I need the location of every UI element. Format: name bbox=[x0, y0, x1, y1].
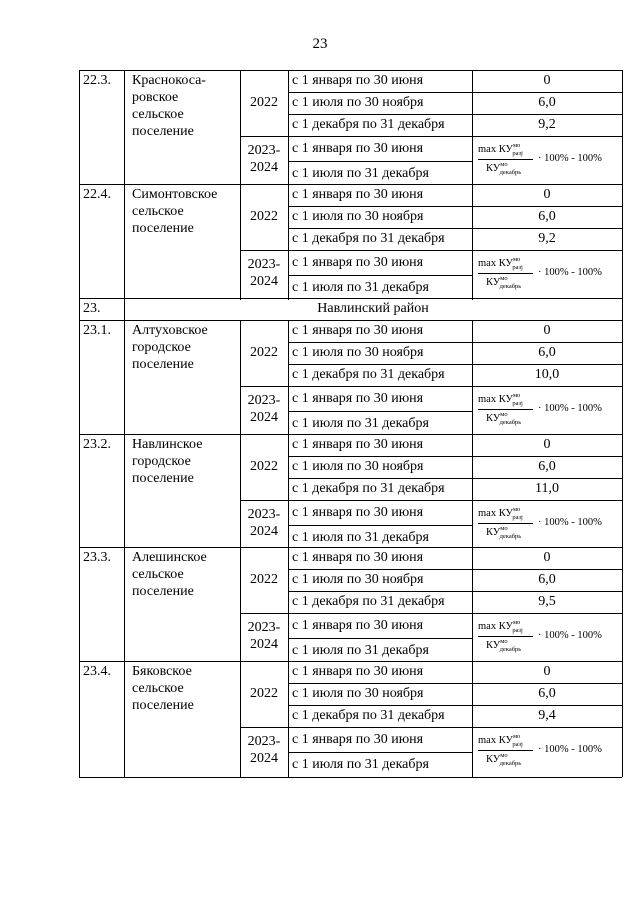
formula-den: КУ bbox=[486, 640, 501, 651]
year-2023: 2023- bbox=[247, 393, 281, 408]
settlement-name-line: Краснокоса- bbox=[132, 73, 206, 88]
col-rule bbox=[79, 298, 80, 320]
period-label: с 1 января по 30 июня bbox=[292, 391, 424, 406]
row-rule bbox=[288, 752, 472, 753]
fraction-bar bbox=[478, 636, 533, 637]
col-rule bbox=[124, 184, 125, 300]
formula-sup: мо bbox=[512, 256, 521, 263]
formula-sub: разj bbox=[512, 627, 523, 634]
col-rule bbox=[622, 70, 623, 186]
settlement-name-line: Симонтовское bbox=[132, 187, 218, 202]
formula-den: КУ bbox=[486, 413, 501, 424]
formula-numerator bbox=[478, 735, 523, 747]
col-rule bbox=[288, 184, 289, 300]
formula-sup: мо bbox=[512, 733, 521, 740]
period-label: с 1 июля по 31 декабря bbox=[292, 757, 429, 772]
settlement-name-line: городское bbox=[132, 340, 191, 355]
rate-value: 6,0 bbox=[538, 95, 556, 110]
period-label: с 1 декабря по 31 декабря bbox=[292, 367, 445, 382]
row-rule bbox=[288, 638, 472, 639]
period-label: с 1 июля по 30 ноября bbox=[292, 95, 424, 110]
settlement-name-line: сельское bbox=[132, 567, 184, 582]
formula-max: max КУ bbox=[478, 735, 513, 746]
formula-den-sup: мо bbox=[500, 411, 508, 418]
row-rule bbox=[79, 298, 622, 299]
formula-max: max КУ bbox=[478, 258, 513, 269]
formula-denominator bbox=[486, 277, 521, 289]
rate-value: 0 bbox=[543, 550, 551, 565]
col-rule bbox=[472, 613, 473, 663]
formula-max: max КУ bbox=[478, 621, 513, 632]
col-rule bbox=[472, 386, 473, 436]
row-rule bbox=[79, 777, 622, 778]
settlement-name-line: поселение bbox=[132, 584, 194, 599]
entry-number: 23.3. bbox=[83, 550, 111, 565]
rate-value: 9,5 bbox=[538, 594, 556, 609]
formula-den: КУ bbox=[486, 754, 501, 765]
fraction-bar bbox=[478, 273, 533, 274]
row-rule bbox=[240, 500, 622, 501]
col-rule bbox=[124, 547, 125, 663]
formula-den: КУ bbox=[486, 527, 501, 538]
settlement-name-line: сельское bbox=[132, 204, 184, 219]
period-label: с 1 января по 30 июня bbox=[292, 550, 424, 565]
rate-value: 6,0 bbox=[538, 686, 556, 701]
year-2022: 2022 bbox=[250, 572, 278, 587]
col-rule bbox=[622, 434, 623, 550]
year-2024: 2024 bbox=[250, 410, 278, 425]
formula-numerator bbox=[478, 394, 523, 406]
formula-den: КУ bbox=[486, 163, 501, 174]
formula-denominator bbox=[486, 640, 521, 652]
formula-tail: · 100% - 100% bbox=[538, 153, 602, 164]
year-2024: 2024 bbox=[250, 524, 278, 539]
entry-number: 22.3. bbox=[83, 73, 111, 88]
rate-value: 6,0 bbox=[538, 459, 556, 474]
row-rule bbox=[288, 342, 622, 343]
period-label: с 1 декабря по 31 декабря bbox=[292, 594, 445, 609]
settlement-name-line: сельское bbox=[132, 681, 184, 696]
period-label: с 1 декабря по 31 декабря bbox=[292, 117, 445, 132]
settlement-name-line: Алешинское bbox=[132, 550, 207, 565]
period-label: с 1 июля по 30 ноября bbox=[292, 572, 424, 587]
formula-max: max КУ bbox=[478, 144, 513, 155]
rate-value: 0 bbox=[543, 323, 551, 338]
col-rule bbox=[79, 184, 80, 300]
col-rule bbox=[79, 70, 80, 186]
year-2024: 2024 bbox=[250, 160, 278, 175]
year-2023: 2023- bbox=[247, 257, 281, 272]
formula-tail: · 100% - 100% bbox=[538, 267, 602, 278]
period-label: с 1 июля по 31 декабря bbox=[292, 166, 429, 181]
period-label: с 1 июля по 30 ноября bbox=[292, 345, 424, 360]
formula-den-sup: мо bbox=[500, 525, 508, 532]
formula-den-sub: декабрь bbox=[499, 283, 522, 290]
col-rule bbox=[472, 500, 473, 550]
settlement-name-line: Бяковское bbox=[132, 664, 192, 679]
formula-den-sub: декабрь bbox=[499, 533, 522, 540]
formula-tail: · 100% - 100% bbox=[538, 630, 602, 641]
row-rule bbox=[288, 114, 622, 115]
rate-value: 9,4 bbox=[538, 708, 556, 723]
row-rule bbox=[288, 92, 622, 93]
formula-numerator bbox=[478, 144, 523, 156]
year-2022: 2022 bbox=[250, 686, 278, 701]
year-2023: 2023- bbox=[247, 734, 281, 749]
formula-den-sub: декабрь bbox=[499, 646, 522, 653]
period-label: с 1 июля по 30 ноября bbox=[292, 459, 424, 474]
formula-sub: разj bbox=[512, 150, 523, 157]
period-label: с 1 июля по 31 декабря bbox=[292, 643, 429, 658]
formula-denominator bbox=[486, 527, 521, 539]
row-rule bbox=[288, 275, 472, 276]
row-rule bbox=[288, 364, 622, 365]
settlement-name-line: городское bbox=[132, 454, 191, 469]
col-rule bbox=[288, 320, 289, 436]
formula-denominator bbox=[486, 163, 521, 175]
year-2024: 2024 bbox=[250, 637, 278, 652]
formula-max: max КУ bbox=[478, 508, 513, 519]
formula-sup: мо bbox=[512, 619, 521, 626]
year-2022: 2022 bbox=[250, 209, 278, 224]
formula-den-sub: декабрь bbox=[499, 419, 522, 426]
row-rule bbox=[288, 683, 622, 684]
formula-numerator bbox=[478, 258, 523, 270]
formula-sup: мо bbox=[512, 506, 521, 513]
fraction-bar bbox=[478, 750, 533, 751]
formula-numerator bbox=[478, 508, 523, 520]
col-rule bbox=[472, 727, 473, 777]
period-label: с 1 января по 30 июня bbox=[292, 664, 424, 679]
year-2023: 2023- bbox=[247, 143, 281, 158]
row-rule bbox=[240, 613, 622, 614]
row-rule bbox=[240, 250, 622, 251]
col-rule bbox=[79, 547, 80, 663]
year-2024: 2024 bbox=[250, 274, 278, 289]
row-rule bbox=[288, 456, 622, 457]
col-rule bbox=[288, 434, 289, 550]
settlement-name-line: поселение bbox=[132, 698, 194, 713]
formula-den-sup: мо bbox=[500, 638, 508, 645]
rate-value: 6,0 bbox=[538, 345, 556, 360]
row-rule bbox=[288, 478, 622, 479]
period-label: с 1 июля по 31 декабря bbox=[292, 416, 429, 431]
row-rule bbox=[240, 136, 622, 137]
rate-value: 9,2 bbox=[538, 231, 556, 246]
col-rule bbox=[472, 136, 473, 186]
year-2022: 2022 bbox=[250, 95, 278, 110]
year-2023: 2023- bbox=[247, 620, 281, 635]
row-rule bbox=[288, 705, 622, 706]
rate-value: 9,2 bbox=[538, 117, 556, 132]
formula-sub: разj bbox=[512, 264, 523, 271]
formula-sup: мо bbox=[512, 142, 521, 149]
formula-denominator bbox=[486, 754, 521, 766]
settlement-name-line: поселение bbox=[132, 357, 194, 372]
row-rule bbox=[288, 161, 472, 162]
formula-den: КУ bbox=[486, 277, 501, 288]
row-rule bbox=[240, 386, 622, 387]
formula-den-sup: мо bbox=[500, 752, 508, 759]
settlement-name-line: Алтуховское bbox=[132, 323, 208, 338]
col-rule bbox=[79, 661, 80, 777]
entry-number: 23.4. bbox=[83, 664, 111, 679]
district-number: 23. bbox=[83, 301, 101, 316]
year-2023: 2023- bbox=[247, 507, 281, 522]
rate-value: 6,0 bbox=[538, 209, 556, 224]
settlement-name-line: сельское bbox=[132, 107, 184, 122]
settlement-name-line: поселение bbox=[132, 124, 194, 139]
year-2022: 2022 bbox=[250, 459, 278, 474]
formula-sub: разj bbox=[512, 514, 523, 521]
formula-sub: разj bbox=[512, 400, 523, 407]
period-label: с 1 января по 30 июня bbox=[292, 505, 424, 520]
formula-sup: мо bbox=[512, 392, 521, 399]
period-label: с 1 января по 30 июня bbox=[292, 437, 424, 452]
col-rule bbox=[288, 547, 289, 663]
settlement-name-line: Навлинское bbox=[132, 437, 203, 452]
period-label: с 1 июля по 30 ноября bbox=[292, 209, 424, 224]
row-rule bbox=[288, 591, 622, 592]
row-rule bbox=[288, 228, 622, 229]
row-rule bbox=[79, 184, 622, 185]
period-label: с 1 января по 30 июня bbox=[292, 255, 424, 270]
col-rule bbox=[124, 434, 125, 550]
col-rule bbox=[124, 320, 125, 436]
fraction-bar bbox=[478, 523, 533, 524]
row-rule bbox=[79, 320, 622, 321]
rate-value: 0 bbox=[543, 187, 551, 202]
settlement-name-line: поселение bbox=[132, 221, 194, 236]
row-rule bbox=[288, 525, 472, 526]
formula-sub: разj bbox=[512, 741, 523, 748]
formula-den-sup: мо bbox=[500, 161, 508, 168]
formula-tail: · 100% - 100% bbox=[538, 403, 602, 414]
col-rule bbox=[622, 547, 623, 663]
col-rule bbox=[79, 434, 80, 550]
period-label: с 1 января по 30 июня bbox=[292, 732, 424, 747]
period-label: с 1 июля по 31 декабря bbox=[292, 530, 429, 545]
col-rule bbox=[288, 661, 289, 777]
col-rule bbox=[622, 661, 623, 777]
period-label: с 1 июля по 30 ноября bbox=[292, 686, 424, 701]
fraction-bar bbox=[478, 159, 533, 160]
row-rule bbox=[240, 727, 622, 728]
formula-denominator bbox=[486, 413, 521, 425]
row-rule bbox=[288, 569, 622, 570]
period-label: с 1 января по 30 июня bbox=[292, 141, 424, 156]
row-rule bbox=[79, 661, 622, 662]
col-rule bbox=[79, 320, 80, 436]
formula-tail: · 100% - 100% bbox=[538, 517, 602, 528]
rate-value: 6,0 bbox=[538, 572, 556, 587]
col-rule bbox=[472, 250, 473, 300]
col-rule bbox=[288, 70, 289, 186]
period-label: с 1 января по 30 июня bbox=[292, 187, 424, 202]
fraction-bar bbox=[478, 409, 533, 410]
formula-tail: · 100% - 100% bbox=[538, 744, 602, 755]
col-rule bbox=[124, 70, 125, 186]
period-label: с 1 января по 30 июня bbox=[292, 323, 424, 338]
page-number: 23 bbox=[312, 36, 328, 52]
entry-number: 23.2. bbox=[83, 437, 111, 452]
formula-numerator bbox=[478, 621, 523, 633]
col-rule bbox=[124, 661, 125, 777]
period-label: с 1 января по 30 июня bbox=[292, 73, 424, 88]
year-2022: 2022 bbox=[250, 345, 278, 360]
rate-value: 0 bbox=[543, 437, 551, 452]
row-rule bbox=[79, 70, 622, 71]
formula-den-sub: декабрь bbox=[499, 760, 522, 767]
col-rule bbox=[622, 184, 623, 300]
formula-max: max КУ bbox=[478, 394, 513, 405]
row-rule bbox=[79, 434, 622, 435]
settlement-name-line: ровское bbox=[132, 90, 179, 105]
row-rule bbox=[288, 206, 622, 207]
district-name: Навлинский район bbox=[317, 301, 429, 316]
entry-number: 23.1. bbox=[83, 323, 111, 338]
formula-den-sub: декабрь bbox=[499, 169, 522, 176]
period-label: с 1 июля по 31 декабря bbox=[292, 280, 429, 295]
formula-den-sup: мо bbox=[500, 275, 508, 282]
row-rule bbox=[79, 547, 622, 548]
rate-value: 11,0 bbox=[535, 481, 559, 496]
period-label: с 1 декабря по 31 декабря bbox=[292, 481, 445, 496]
entry-number: 22.4. bbox=[83, 187, 111, 202]
period-label: с 1 января по 30 июня bbox=[292, 618, 424, 633]
row-rule bbox=[288, 411, 472, 412]
period-label: с 1 декабря по 31 декабря bbox=[292, 708, 445, 723]
col-rule bbox=[622, 320, 623, 436]
rate-value: 0 bbox=[543, 73, 551, 88]
period-label: с 1 декабря по 31 декабря bbox=[292, 231, 445, 246]
year-2024: 2024 bbox=[250, 751, 278, 766]
rate-value: 0 bbox=[543, 664, 551, 679]
rate-value: 10,0 bbox=[534, 367, 560, 382]
col-rule bbox=[622, 298, 623, 320]
settlement-name-line: поселение bbox=[132, 471, 194, 486]
